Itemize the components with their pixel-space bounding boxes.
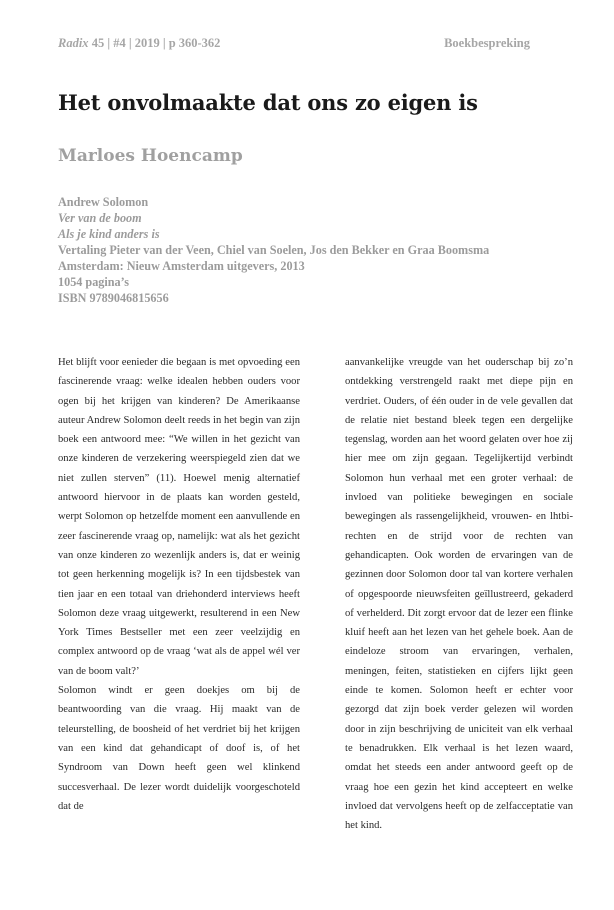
article-author: Marloes Hoencamp [58, 146, 243, 166]
paragraph: Solomon windt er geen doekjes om bij de beantwoording van die vraag. Hij maakt van de teleurstelling, de boosheid of het verdriet bij het krijgen van een kind dat gehandicapt of doof is, of het Syndroom van Down heeft geen wel klinkend succesverhaal. De lezer wordt duidelijk voorgeschoteld dat de [58, 685, 300, 812]
journal-citation [58, 36, 220, 51]
book-title: Ver van de boom [58, 211, 142, 225]
page-count: 1054 pagina’s [58, 275, 129, 289]
body-columns [58, 353, 573, 835]
left-column [58, 353, 300, 835]
article-title: Het onvolmaakte dat ons zo eigen is [58, 90, 478, 115]
paragraph: aanvankelijke vreugde van het ouderschap bij zo’n ontdekking verstrengeld raakt met diepe pijn en verdriet. Ouders, of één ouder in de vele gevallen dat de relatie niet bestand bleek tegen een dergelijke tegenslag, worden aan het woord gelaten over hoe zij hier mee om zijn gegaan. Tegelijkertijd verbindt Solomon hun verhaal met een groter verhaal: de invloed van politieke bewegingen en sociale bewegingen als rassengelijkheid, vrouwen- en lhtbi-rechten en de strijd voor de rechten van gehandicapten. Ook worden de ervaringen van de gezinnen door Solomon door tal van kortere verhalen of opgespoorde nieuwsfeiten geïllustreerd, gekaderd of verhelderd. Dit zorgt ervoor dat de lezer een flinke kluif heeft aan het lezen van het gehele boek. Aan de eindeloze stroom van ervaringen, verhalen, meningen, feiten, statistieken en cijfers lijkt geen einde te komen. Solomon heeft er echter voor gezorgd dat zijn boek verder gelezen wil worden door in zijn beschrijving de uniciteit van elk verhaal te benadrukken. Elk verhaal is het lezen waard, omdat het steeds een ander antwoord geeft op de vraag hoe een gezin het kind accepteert en welke invloed dat vervolgens heeft op de zelfacceptatie van het kind. [345, 357, 573, 832]
journal-name: Radix [58, 36, 89, 50]
issue-info: 45 | #4 | 2019 | p 360-362 [91, 36, 221, 50]
publisher: Amsterdam: Nieuw Amsterdam uitgevers, 2013 [58, 259, 305, 273]
book-author: Andrew Solomon [58, 195, 149, 209]
running-head [58, 36, 530, 51]
book-subtitle: Als je kind anders is [58, 227, 160, 241]
isbn: ISBN 9789046815656 [58, 291, 169, 305]
book-details [58, 194, 574, 306]
paragraph: Het blijft voor eenieder die begaan is met opvoeding een fascinerende vraag: welke idealen hebben ouders voor ogen bij het krijgen van kinderen? De Amerikaanse auteur Andrew Solomon deelt reeds in het begin van zijn boek een antwoord mee: “We willen in het gezicht van onze kinderen de verzekering weerspiegeld zien dat we niet zullen sterven” (11). Hoewel menig alternatief antwoord hiervoor in de plaats kan worden gesteld, werpt Solomon op hetzelfde moment een aanvullende en zeer fascinerende vraag op, namelijk: wat als het gezicht van onze kinderen zo wezenlijk anders is, dat er weinig tot geen herkenning mogelijk is? In een tijdsbestek van tien jaar en een totaal van driehonderd interviews heeft Solomon deze vraag uitgewerkt, resulterend in een New York Times Bestseller met een zeer veelzijdig en complex antwoord op de vraag ‘wat als de appel wél ver van de boom valt?’ [58, 357, 300, 677]
right-column [345, 353, 573, 835]
translation-credits: Vertaling Pieter van der Veen, Chiel van Soelen, Jos den Bekker en Graa Boomsma [58, 243, 490, 257]
section-label: Boekbespreking [444, 36, 530, 50]
